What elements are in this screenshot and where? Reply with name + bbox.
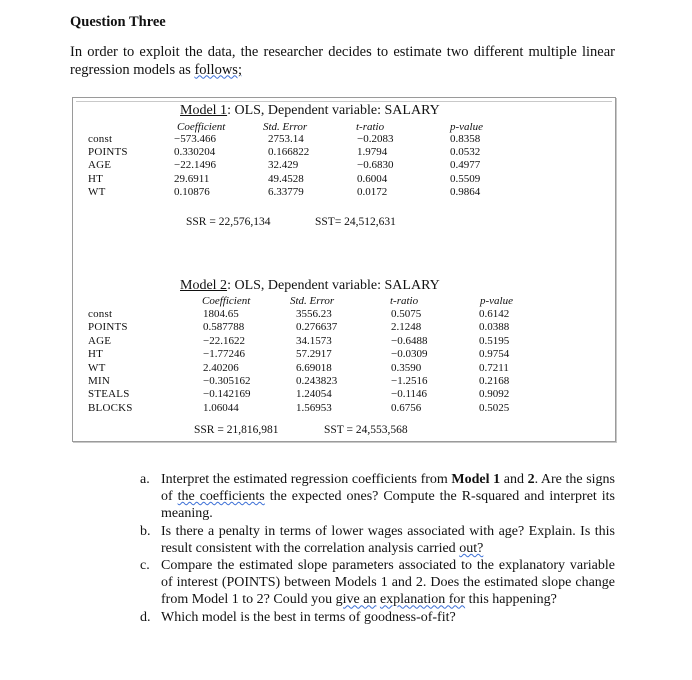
model2-cell-coef: 1.06044: [203, 401, 239, 414]
model2-cell-coef: −1.77246: [203, 348, 245, 361]
question-b-text1: Is there a penalty in terms of lower wages associated with age? Explain. Is this result consistent with the correlation analysis carried: [161, 523, 615, 556]
model1-cell-var: AGE: [88, 159, 112, 172]
model1-cell-var: WT: [88, 185, 106, 198]
model1-header-p: p-value: [450, 121, 483, 133]
question-a-text2: and: [500, 472, 528, 487]
model1-title-label: Model 1: [180, 103, 228, 118]
model1-row-const: [0, 132, 692, 146]
model2-cell-t: 0.3590: [391, 361, 422, 374]
intro-text: In order to exploit the data, the researcher decides to estimate two different multiple linear regression models as: [70, 44, 615, 78]
question-c-underlined1: give an: [335, 592, 377, 608]
model2-cell-var: BLOCKS: [88, 401, 133, 414]
model2-cell-p: 0.7211: [479, 361, 509, 374]
model2-cell-se: 0.243823: [296, 375, 338, 387]
model1-cell-t: 0.6004: [357, 172, 388, 185]
model1-cell-se: 0.166822: [268, 146, 310, 159]
model2-header-se: Std. Error: [290, 295, 335, 307]
model2-cell-p: 0.9754: [479, 348, 510, 361]
model2-cell-t: −1.2516: [391, 375, 428, 387]
model2-cell-coef: 2.40206: [203, 361, 239, 374]
model1-cell-t: 1.9794: [357, 146, 388, 159]
model2-row-const: [0, 307, 692, 321]
model1-cell-coef: 29.6911: [174, 172, 210, 185]
model2-title: [180, 278, 440, 294]
question-b-underlined: out?: [459, 540, 484, 556]
question-title: Question Three: [70, 14, 166, 30]
model1-row-ht: [0, 172, 692, 186]
model1-cell-p: 0.9864: [450, 185, 481, 198]
question-c: [140, 557, 615, 609]
question-d: [140, 609, 615, 626]
question-c-text1: Compare the estimated slope parameters associated to the explanatory variable of interest (POINTS) between Models 1 and 2. Does the estimated slope change from Model 1 to 2? Could you: [161, 558, 615, 608]
model2-cell-coef: −0.142169: [203, 388, 251, 401]
question-list: [140, 471, 615, 626]
question-d-text1: Which model is the best in terms of goodness-of-fit?: [161, 609, 456, 625]
model2-cell-var: const: [88, 308, 113, 320]
model1-title: [180, 103, 440, 119]
question-a-bold1: Model 1: [451, 472, 501, 487]
model1-cell-se: 49.4528: [268, 172, 304, 185]
model2-row-steals: [0, 387, 692, 401]
question-c-letter: c.: [140, 558, 150, 574]
model1-cell-se: 2753.14: [268, 133, 304, 145]
model2-title-label: Model 2: [180, 278, 228, 293]
model1-cell-t: −0.2083: [357, 133, 394, 145]
model1-cell-t: −0.6830: [357, 159, 394, 172]
model2-row-ht: [0, 347, 692, 361]
model1-cell-var: const: [88, 133, 113, 145]
model2-row-min: [0, 374, 692, 388]
model2-header-t: t-ratio: [390, 295, 419, 307]
model2-cell-var: HT: [88, 348, 104, 361]
question-a-underlined: the coefficients: [177, 489, 265, 505]
model2-cell-se: 0.276637: [296, 321, 338, 334]
model2-cell-coef: −22.1622: [203, 334, 245, 347]
question-c-text3: this happening?: [465, 592, 557, 608]
model2-header-p: p-value: [480, 295, 513, 307]
table-top-rule: [76, 101, 612, 102]
model2-cell-coef: 1804.65: [203, 308, 239, 320]
model2-cell-t: −0.0309: [391, 348, 428, 361]
model1-cell-coef: 0.10876: [174, 185, 210, 198]
model2-cell-se: 6.69018: [296, 361, 332, 374]
model2-cell-var: MIN: [88, 375, 110, 387]
model2-ssr: SSR = 21,816,981: [194, 424, 279, 436]
question-b-letter: b.: [140, 523, 151, 539]
question-a-letter: a.: [140, 472, 150, 487]
model1-cell-se: 6.33779: [268, 185, 304, 198]
model1-cell-coef: −22.1496: [174, 159, 216, 172]
model2-row-points: [0, 320, 692, 334]
model2-title-rest: : OLS, Dependent variable: SALARY: [227, 278, 440, 293]
model1-cell-p: 0.5509: [450, 172, 481, 185]
model2-cell-se: 57.2917: [296, 348, 332, 361]
model2-cell-p: 0.2168: [479, 375, 510, 387]
model1-cell-p: 0.8358: [450, 133, 481, 145]
model2-cell-se: 34.1573: [296, 334, 332, 347]
model2-header-coef: Coefficient: [202, 295, 251, 307]
model2-cell-t: 0.6756: [391, 401, 422, 414]
model2-cell-p: 0.0388: [479, 321, 510, 334]
model1-ssr: SSR = 22,576,134: [186, 216, 271, 228]
model2-cell-var: AGE: [88, 334, 112, 347]
model1-cell-var: HT: [88, 172, 104, 185]
model2-cell-se: 1.24054: [296, 388, 332, 401]
model2-cell-t: 0.5075: [391, 308, 422, 320]
question-c-underlined2: explanation for: [379, 592, 466, 608]
model2-cell-p: 0.9092: [479, 388, 510, 401]
question-a: [140, 471, 615, 523]
question-a-bold2: 2: [527, 472, 535, 487]
model2-cell-t: −0.6488: [391, 334, 428, 347]
model1-cell-p: 0.0532: [450, 146, 481, 159]
model2-cell-se: 1.56953: [296, 401, 332, 414]
question-a-text4: the expected ones? Compute the R-squared and interpret its meaning.: [161, 489, 616, 522]
model2-cell-t: 2.1248: [391, 321, 422, 334]
question-b: [140, 523, 615, 557]
question-a-text3: . Are the signs of: [161, 472, 615, 505]
model2-cell-var: WT: [88, 361, 106, 374]
model1-row-points: [0, 145, 692, 159]
model2-cell-p: 0.6142: [479, 308, 510, 320]
model1-cell-t: 0.0172: [357, 185, 388, 198]
model2-header-row: [0, 294, 692, 308]
model2-row-wt: [0, 361, 692, 375]
model2-cell-var: STEALS: [88, 388, 130, 401]
model2-cell-var: POINTS: [88, 321, 128, 334]
model1-row-wt: [0, 185, 692, 199]
question-d-letter: d.: [140, 609, 151, 625]
model1-cell-se: 32.429: [268, 159, 299, 172]
question-a-text1: Interpret the estimated regression coefficients from: [161, 472, 452, 487]
model2-row-blocks: [0, 401, 692, 415]
model2-sst: SST = 24,553,568: [324, 424, 408, 436]
model1-header-se: Std. Error: [263, 121, 308, 133]
model2-cell-coef: −0.305162: [203, 375, 251, 387]
model1-header-t: t-ratio: [356, 121, 385, 133]
intro-paragraph: [70, 44, 615, 79]
model2-cell-se: 3556.23: [296, 308, 332, 320]
model1-cell-coef: −573.466: [174, 133, 216, 145]
model1-cell-var: POINTS: [88, 146, 128, 159]
model2-cell-coef: 0.587788: [203, 321, 245, 334]
model2-cell-p: 0.5025: [479, 401, 510, 414]
model2-cell-t: −0.1146: [391, 388, 428, 401]
model1-sst: SST= 24,512,631: [315, 216, 396, 228]
model1-row-age: [0, 158, 692, 172]
intro-underlined-word: follows;: [194, 61, 242, 78]
model2-row-age: [0, 334, 692, 348]
model1-cell-p: 0.4977: [450, 159, 481, 172]
model2-cell-p: 0.5195: [479, 334, 510, 347]
model1-cell-coef: 0.330204: [174, 146, 216, 159]
model1-title-rest: : OLS, Dependent variable: SALARY: [227, 103, 440, 118]
model1-header-coef: Coefficient: [177, 121, 226, 133]
